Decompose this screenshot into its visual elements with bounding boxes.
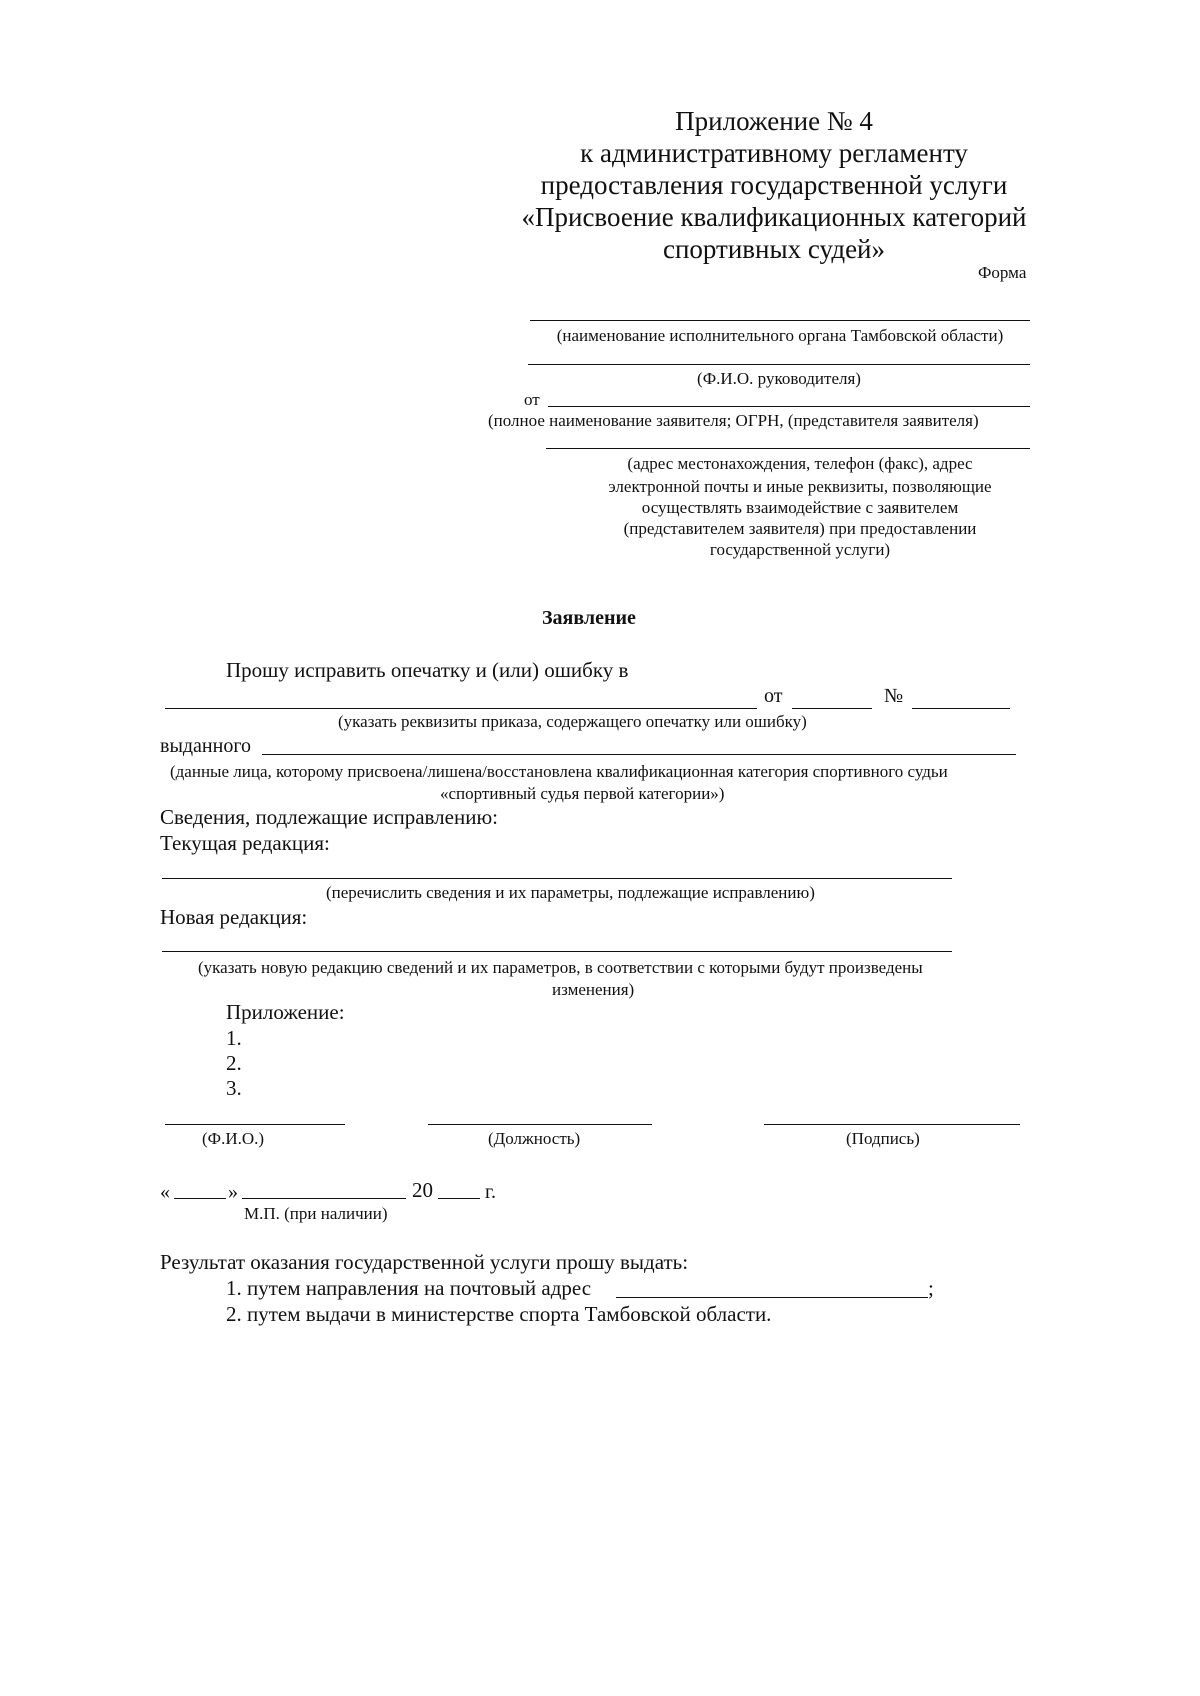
date-year-prefix: 20 (412, 1178, 433, 1202)
correction-label: Сведения, подлежащие исправлению: (160, 805, 498, 829)
applicant-line[interactable] (548, 406, 1030, 407)
address-caption-3: осуществлять взаимодействие с заявителем (641, 498, 959, 517)
attachment-item-3: 3. (226, 1076, 242, 1100)
date-year-suffix: г. (485, 1181, 496, 1203)
new-version-caption-2: изменения) (552, 980, 635, 999)
fio-caption: (Ф.И.О.) (202, 1129, 265, 1148)
postal-address-line[interactable] (616, 1297, 928, 1298)
address-caption-1: (адрес местонахождения, телефон (факс), адрес (627, 454, 973, 473)
current-version-label: Текущая редакция: (160, 831, 330, 855)
head-name-line[interactable] (528, 364, 1030, 365)
attachment-item-1: 1. (226, 1026, 242, 1050)
result-label: Результат оказания государственной услуги прошу выдать: (160, 1250, 689, 1274)
new-version-line[interactable] (162, 951, 952, 952)
date-day-line[interactable] (174, 1198, 226, 1199)
order-number-line[interactable] (912, 708, 1010, 709)
form-label: Форма (978, 263, 1027, 282)
document-title: Заявление (542, 607, 636, 629)
result-option-mail-end: ; (928, 1276, 934, 1300)
from-label: от (524, 390, 540, 409)
issued-label: выданного (160, 735, 252, 757)
attachments-label: Приложение: (226, 1000, 345, 1024)
signature-line[interactable] (764, 1124, 1020, 1125)
signature-caption: (Подпись) (846, 1129, 920, 1148)
order-from-label: от (764, 685, 783, 707)
position-signature-line[interactable] (428, 1124, 652, 1125)
order-details-line[interactable] (165, 708, 757, 709)
header-title-line: «Присвоение квалификационных категорий (521, 202, 1027, 232)
result-option-mail: 1. путем направления на почтовый адрес (226, 1276, 592, 1300)
applicant-caption: (полное наименование заявителя; ОГРН, (представителя заявителя) (488, 411, 979, 430)
head-name-caption: (Ф.И.О. руководителя) (697, 369, 861, 388)
address-caption-2: электронной почты и иные реквизиты, позволяющие (608, 477, 992, 496)
date-year-line[interactable] (438, 1198, 480, 1199)
address-caption-5: государственной услуги) (709, 540, 891, 559)
header-service-line: предоставления государственной услуги (540, 170, 1008, 200)
fio-signature-line[interactable] (165, 1124, 345, 1125)
stamp-caption: М.П. (при наличии) (244, 1204, 388, 1223)
date-close-quote: » (228, 1181, 238, 1203)
attachment-item-2: 2. (226, 1051, 242, 1075)
request-intro: Прошу исправить опечатку и (или) ошибку в (226, 658, 629, 682)
issued-to-line[interactable] (262, 754, 1016, 755)
date-open-quote: « (160, 1181, 170, 1203)
current-version-caption: (перечислить сведения и их параметры, подлежащие исправлению) (326, 883, 815, 902)
appendix-number: Приложение № 4 (675, 106, 873, 136)
address-caption-4: (представителем заявителя) при предоставлении (623, 519, 977, 538)
person-caption-1: (данные лица, которому присвоена/лишена/восстановлена квалификационная категория спортивного судьи (170, 762, 948, 781)
person-caption-2: «спортивный судья первой категории») (440, 784, 725, 803)
header-regulation-line: к административному регламенту (580, 138, 968, 168)
new-version-caption-1: (указать новую редакцию сведений и их параметров, в соответствии с которыми будут произведены (198, 958, 923, 977)
current-version-line[interactable] (162, 878, 952, 879)
org-name-caption: (наименование исполнительного органа Тамбовской области) (556, 326, 1004, 345)
new-version-label: Новая редакция: (160, 905, 308, 929)
applicant-address-line[interactable] (546, 448, 1030, 449)
org-name-line[interactable] (530, 320, 1030, 321)
position-caption: (Должность) (488, 1129, 581, 1148)
result-option-ministry: 2. путем выдачи в министерстве спорта Тамбовской области. (226, 1302, 772, 1326)
order-caption: (указать реквизиты приказа, содержащего опечатку или ошибку) (338, 712, 807, 731)
order-number-sign: № (884, 685, 904, 707)
order-date-line[interactable] (792, 708, 872, 709)
header-title-line-2: спортивных судей» (662, 234, 885, 264)
date-month-line[interactable] (242, 1198, 406, 1199)
